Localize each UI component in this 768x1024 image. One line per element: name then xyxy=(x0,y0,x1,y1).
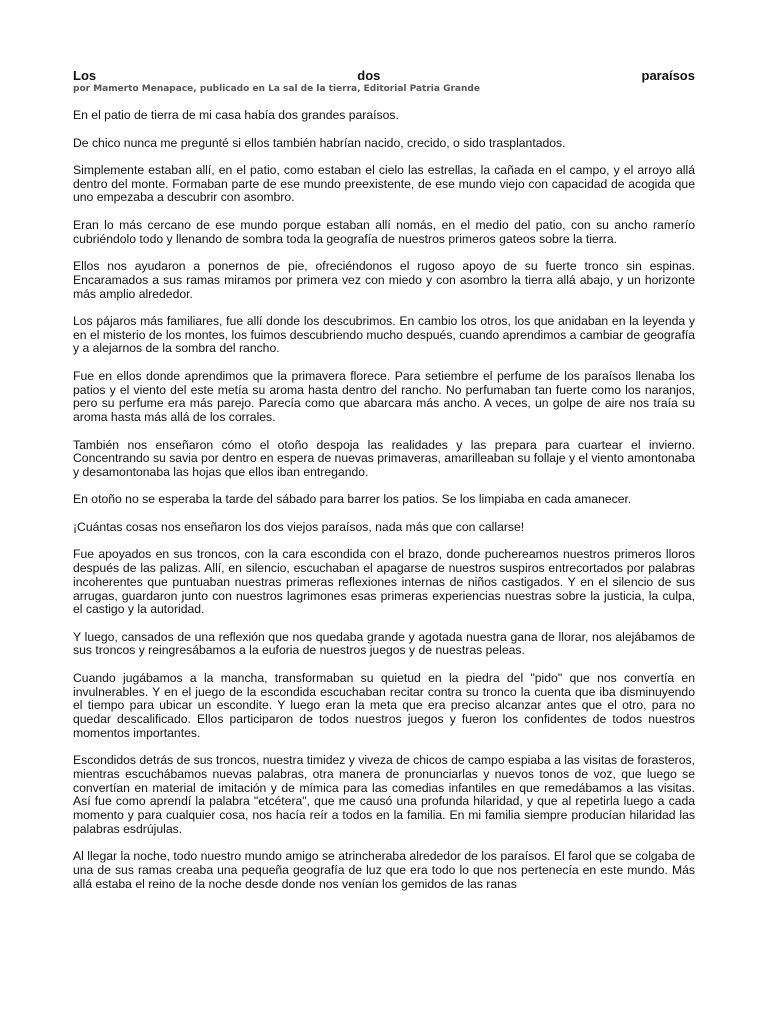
paragraph: Al llegar la noche, todo nuestro mundo amigo se atrincheraba alrededor de los paraísos. El farol que se colgaba de una de sus ramas creaba una pequeña geografía de luz que era todo lo que nos pertenecía en este mundo. Más allá estaba el reino de la noche desde donde nos venían los gemidos de las ranas xyxy=(73,849,695,891)
paragraph: De chico nunca me pregunté si ellos también habrían nacido, crecido, o sido trasplantados. xyxy=(73,135,566,150)
title-word-3: paraísos xyxy=(641,68,695,83)
document-page xyxy=(73,68,695,905)
paragraph: En el patio de tierra de mi casa había dos grandes paraísos. xyxy=(73,108,399,122)
paragraph: También nos enseñaron cómo el otoño despoja las realidades y las prepara para cuartear el invierno. Concentrando su savia por dentro en espera de nuevas primaveras, amarilleaban su follaje y el viento amontonaba y desamontonaba las hojas que ellos iban entregando. xyxy=(73,437,695,479)
paragraph: Cuando jugábamos a la mancha, transformaban su quietud en la piedra del "pido" que nos convertía en invulnerables. Y en el juego de la escondida escuchaban recitar contra su tronco la cuenta que iba disminuyendo el tiempo para ubicar un escondite. Y luego eran la meta que era preciso alcanzar antes que el otro, para no quedar descalificado. Ellos participaron de todos nuestros juegos y fueron los confidentes de todos nuestros momentos importantes. xyxy=(73,670,695,740)
paragraph: Ellos nos ayudaron a ponernos de pie, ofreciéndonos el rugoso apoyo de su fuerte tronco sin espinas. Encaramados a sus ramas miramos por primera vez con miedo y con asombro la tierra allá abajo, y un horizonte más amplio alrededor. xyxy=(73,259,695,301)
title xyxy=(73,68,695,83)
paragraph: Fue apoyados en sus troncos, con la cara escondida con el brazo, donde puchereamos nuestros primeros lloros después de las palizas. Allí, en silencio, escuchaban el apagarse de nuestros suspiros entrecortados por palabras incoherentes que puntuaban nuestras primeras reflexiones internas de niños castigados. Y en el silencio de sus arrugas, guardaron junto con nuestros lagrimones esas primeras experiencias nuestras sobre la justicia, la culpa, el castigo y la autoridad. xyxy=(73,547,695,617)
paragraph: Simplemente estaban allí, en el patio, como estaban el cielo las estrellas, la cañada en el campo, y el arroyo allá dentro del monte. Formaban parte de ese mundo preexistente, de ese mundo viejo con capacidad de acogida que uno empezaba a descubrir con asombro. xyxy=(73,163,695,205)
paragraph: Eran lo más cercano de ese mundo porque estaban allí nomás, en el medio del patio, con su ancho ramerío cubriéndolo todo y llenando de sombra toda la geografía de nuestros primeros gateos sobre la tierra. xyxy=(73,217,695,246)
paragraph: Fue en ellos donde aprendimos que la primavera florece. Para setiembre el perfume de los paraísos llenaba los patios y el viento del este metía su aroma hasta dentro del rancho. No perfumaban tan fuerte como los naranjos, pero su perfume era más parejo. Parecía como que abarcara más ancho. A veces, un golpe de aire nos traía su aroma hasta más allá de los corrales. xyxy=(73,368,695,425)
title-word-2: dos xyxy=(357,68,381,83)
byline: por Mamerto Menapace, publicado en La sal de la tierra, Editorial Patria Grande xyxy=(73,84,480,94)
paragraph: Escondidos detrás de sus troncos, nuestra timidez y viveza de chicos de campo espiaba a las visitas de forasteros, mientras escuchábamos nuevas palabras, otra manera de pronunciarlas y nuevos tonos de voz, que luego se convertían en material de imitación y de mímica para las comedias infantiles en que remedábamos a las visitas. Así fue como aprendí la palabra "etcétera", que me causó una profunda hilaridad, y que al repetirla luego a cada momento y para cualquier cosa, nos hacía reír a todos en la familia. En mi familia siempre producían hilaridad las palabras esdrújulas. xyxy=(73,753,695,836)
paragraph: Los pájaros más familiares, fue allí donde los descubrimos. En cambio los otros, los que anidaban en la leyenda y en el misterio de los montes, los fuimos descubriendo mucho después, cuando aprendimos a cambiar de geografía y a alejarnos de la sombra del rancho. xyxy=(73,314,695,356)
paragraph: En otoño no se esperaba la tarde del sábado para barrer los patios. Se los limpiaba en cada amanecer. xyxy=(73,492,632,507)
paragraph: ¡Cuántas cosas nos enseñaron los dos viejos paraísos, nada más que con callarse! xyxy=(73,519,525,534)
paragraph: Y luego, cansados de una reflexión que nos quedaba grande y agotada nuestra gana de llorar, nos alejábamos de sus troncos y reingresábamos a la euforia de nuestros juegos y de nuestras peleas. xyxy=(73,629,695,658)
title-word-1: Los xyxy=(73,68,97,83)
